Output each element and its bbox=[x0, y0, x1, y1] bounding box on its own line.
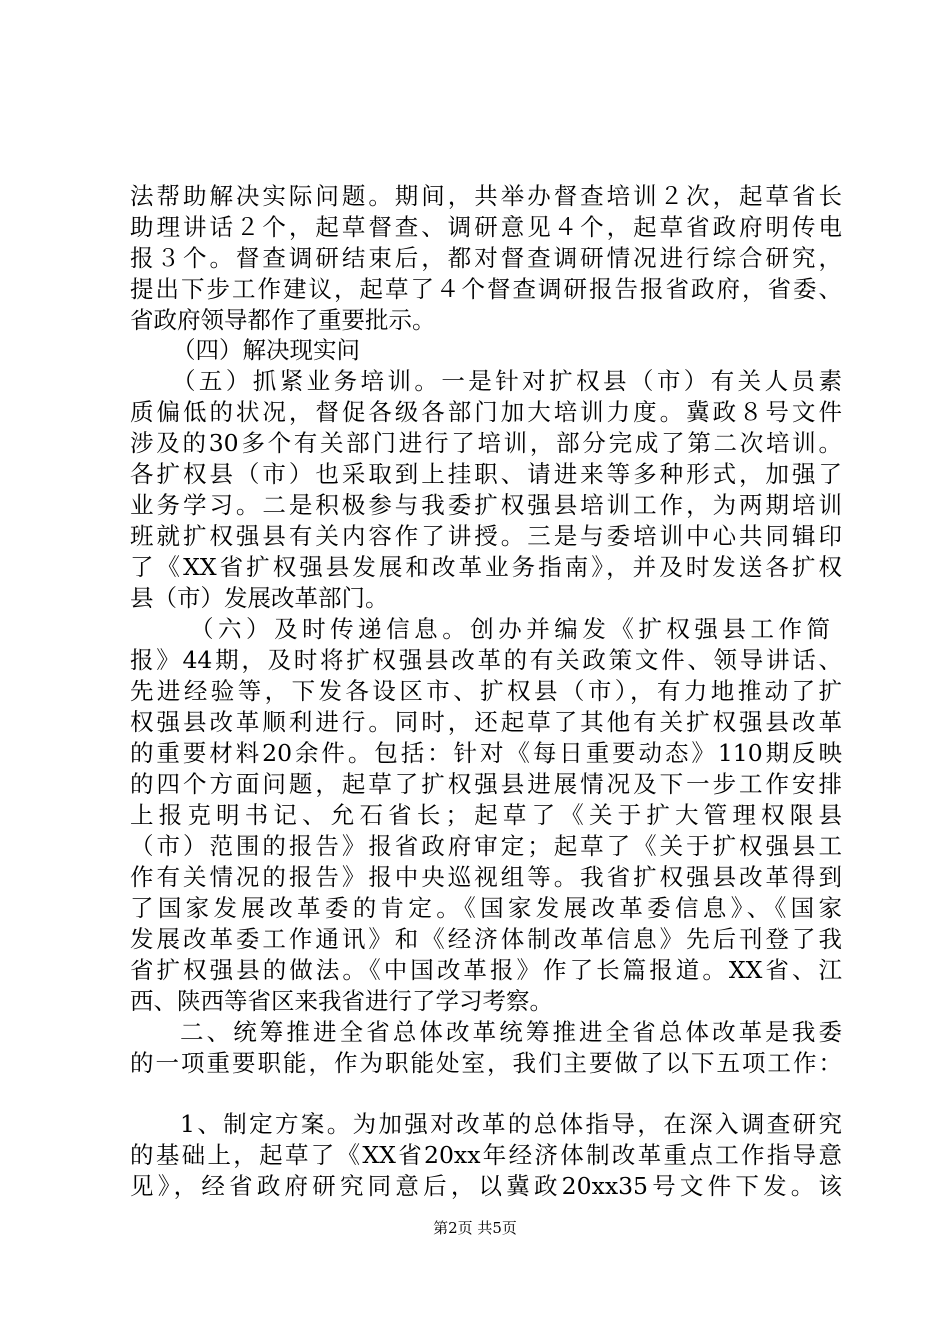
body-line: 涉及的30多个有关部门进行了培训，部分完成了第二次培训。 bbox=[130, 429, 842, 457]
body-line: 西、陕西等省区来我省进行了学习考察。 bbox=[130, 987, 553, 1015]
body-line: 见》，经省政府研究同意后，以冀政20xx35号文件下发。该 bbox=[130, 1172, 842, 1200]
body-line: 质偏低的状况，督促各级各部门加大培训力度。冀政８号文件 bbox=[130, 398, 842, 426]
body-line: 权强县改革顺利进行。同时，还起草了其他有关扩权强县改革 bbox=[130, 708, 842, 736]
body-line: 1、制定方案。为加强对改革的总体指导，在深入调查研究 bbox=[180, 1110, 842, 1138]
body-line: 班就扩权强县有关内容作了讲授。三是与委培训中心共同辑印 bbox=[130, 522, 842, 550]
body-line: （五）抓紧业务培训。一是针对扩权县（市）有关人员素 bbox=[172, 367, 842, 395]
body-line: 上报克明书记、允石省长；起草了《关于扩大管理权限县 bbox=[130, 801, 842, 829]
page-number-footer: 第2页 共5页 bbox=[433, 1219, 517, 1237]
body-line: 的重要材料20余件。包括：针对《每日重要动态》110期反映 bbox=[130, 739, 842, 767]
body-line: 的基础上，起草了《XX省20xx年经济体制改革重点工作指导意 bbox=[130, 1141, 842, 1169]
body-line: 报３个。督查调研结束后，都对督查调研情况进行综合研究， bbox=[130, 244, 842, 272]
body-line: 省政府领导都作了重要批示。 bbox=[130, 306, 436, 334]
body-line: 了《XX省扩权强县发展和改革业务指南》，并及时发送各扩权 bbox=[130, 553, 842, 581]
body-line: 先进经验等，下发各设区市、扩权县（市），有力地推动了扩 bbox=[130, 677, 842, 705]
body-line: 省扩权强县的做法。《中国改革报》作了长篇报道。XX省、江 bbox=[130, 956, 842, 984]
body-line: 发展改革委工作通讯》和《经济体制改革信息》先后刊登了我 bbox=[130, 925, 842, 953]
body-line: 县（市）发展改革部门。 bbox=[130, 584, 389, 612]
body-line: 的一项重要职能，作为职能处室，我们主要做了以下五项工作： bbox=[130, 1049, 842, 1077]
body-line: 助理讲话２个，起草督查、调研意见４个，起草省政府明传电 bbox=[130, 213, 842, 241]
body-line: （六）及时传递信息。创办并编发《扩权强县工作简 bbox=[190, 615, 830, 643]
body-line: 的四个方面问题，起草了扩权强县进展情况及下一步工作安排 bbox=[130, 770, 842, 798]
body-line: 业务学习。二是积极参与我委扩权强县培训工作，为两期培训 bbox=[130, 491, 842, 519]
body-line: 作有关情况的报告》报中央巡视组等。我省扩权强县改革得到 bbox=[130, 863, 842, 891]
body-line: 了国家发展改革委的肯定。《国家发展改革委信息》、《国家 bbox=[130, 894, 842, 922]
body-line: （市）范围的报告》报省政府审定；起草了《关于扩权强县工 bbox=[130, 832, 842, 860]
body-line: 法帮助解决实际问题。期间，共举办督查培训２次，起草省长 bbox=[130, 182, 842, 210]
section-heading: （四）解决现实问 bbox=[172, 336, 360, 364]
section-heading: 二、统筹推进全省总体改革统筹推进全省总体改革是我委 bbox=[180, 1018, 842, 1046]
body-line: 提出下步工作建议，起草了４个督查调研报告报省政府，省委、 bbox=[130, 275, 842, 303]
body-line: 报》44期，及时将扩权强县改革的有关政策文件、领导讲话、 bbox=[130, 646, 842, 674]
body-line: 各扩权县（市）也采取到上挂职、请进来等多种形式，加强了 bbox=[130, 460, 842, 488]
